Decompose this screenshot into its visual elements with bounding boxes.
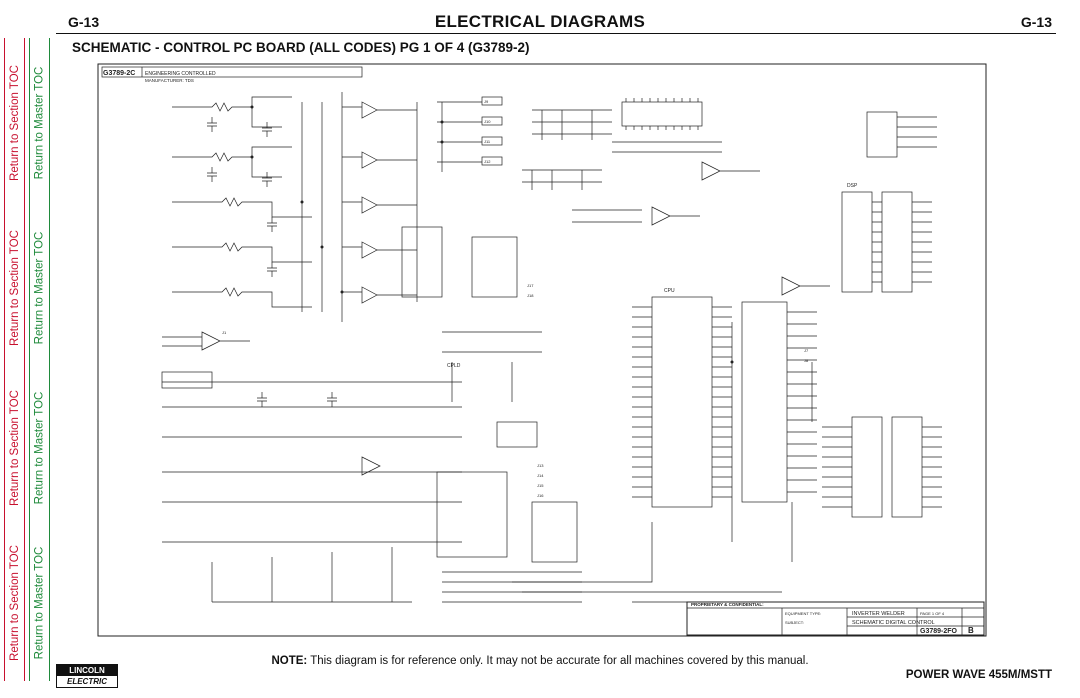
svg-text:CPU: CPU xyxy=(664,288,675,294)
page-number-right: G-13 xyxy=(1020,14,1052,30)
header-divider xyxy=(56,33,1056,34)
svg-text:SCHEMATIC DIGITAL CONTROL: SCHEMATIC DIGITAL CONTROL xyxy=(852,620,935,626)
return-to-master-toc-link[interactable]: Return to Master TOC xyxy=(33,391,46,505)
svg-text:J11: J11 xyxy=(484,139,491,144)
product-name: POWER WAVE 455M/MSTT xyxy=(905,669,1052,681)
svg-text:J17: J17 xyxy=(527,283,534,288)
note-text: This diagram is for reference only. It may not be accurate for all machines covered by this manual. xyxy=(307,655,809,667)
svg-text:J1: J1 xyxy=(222,330,227,335)
svg-text:ENGINEERING CONTROLLED: ENGINEERING CONTROLLED xyxy=(145,71,216,77)
svg-text:B: B xyxy=(968,626,974,635)
return-to-section-toc-link[interactable]: Return to Section TOC xyxy=(8,545,21,661)
svg-text:G3789-2FO: G3789-2FO xyxy=(920,628,957,635)
return-to-master-toc-link[interactable]: Return to Master TOC xyxy=(33,66,46,180)
return-to-section-toc-link[interactable]: Return to Section TOC xyxy=(8,390,21,506)
svg-text:J12: J12 xyxy=(484,159,491,164)
svg-text:J10: J10 xyxy=(484,119,491,124)
svg-text:J16: J16 xyxy=(537,493,544,498)
svg-text:G3789-2C: G3789-2C xyxy=(103,70,136,77)
return-to-master-toc-link[interactable]: Return to Master TOC xyxy=(33,546,46,660)
svg-text:PROPRIETARY & CONFIDENTIAL:: PROPRIETARY & CONFIDENTIAL: xyxy=(691,602,764,607)
svg-text:J8: J8 xyxy=(804,358,809,363)
svg-text:J13: J13 xyxy=(537,463,544,468)
return-to-master-toc-link[interactable]: Return to Master TOC xyxy=(33,231,46,345)
svg-text:J15: J15 xyxy=(537,483,544,488)
note-label: NOTE: xyxy=(271,655,308,667)
svg-text:J18: J18 xyxy=(527,293,534,298)
svg-text:J7: J7 xyxy=(804,348,809,353)
disclaimer-note xyxy=(0,655,1080,667)
svg-text:CPLD: CPLD xyxy=(447,363,461,369)
svg-text:J14: J14 xyxy=(537,473,544,478)
page-number-left: G-13 xyxy=(68,14,100,30)
lincoln-electric-logo: LINCOLN ELECTRIC xyxy=(56,664,118,688)
schematic-drawing xyxy=(92,62,989,638)
sheet-title: SCHEMATIC - CONTROL PC BOARD (ALL CODES) PG 1 OF 4 (G3789-2) xyxy=(72,40,530,55)
page-title: ELECTRICAL DIAGRAMS xyxy=(434,12,646,31)
return-to-section-toc-link[interactable]: Return to Section TOC xyxy=(8,230,21,346)
svg-text:SUBJECT:: SUBJECT: xyxy=(785,620,804,625)
svg-text:INVERTER WELDER: INVERTER WELDER xyxy=(852,611,905,617)
section-toc-strip xyxy=(4,38,25,681)
return-to-section-toc-link[interactable]: Return to Section TOC xyxy=(8,65,21,181)
svg-text:J9: J9 xyxy=(484,99,489,104)
svg-text:EQUIPMENT TYPE:: EQUIPMENT TYPE: xyxy=(785,611,822,616)
svg-text:DSP: DSP xyxy=(847,183,858,189)
master-toc-strip xyxy=(29,38,50,681)
svg-text:PAGE 1 OF 4: PAGE 1 OF 4 xyxy=(920,611,945,616)
svg-text:MANUFACTURER: TDS: MANUFACTURER: TDS xyxy=(145,78,194,83)
